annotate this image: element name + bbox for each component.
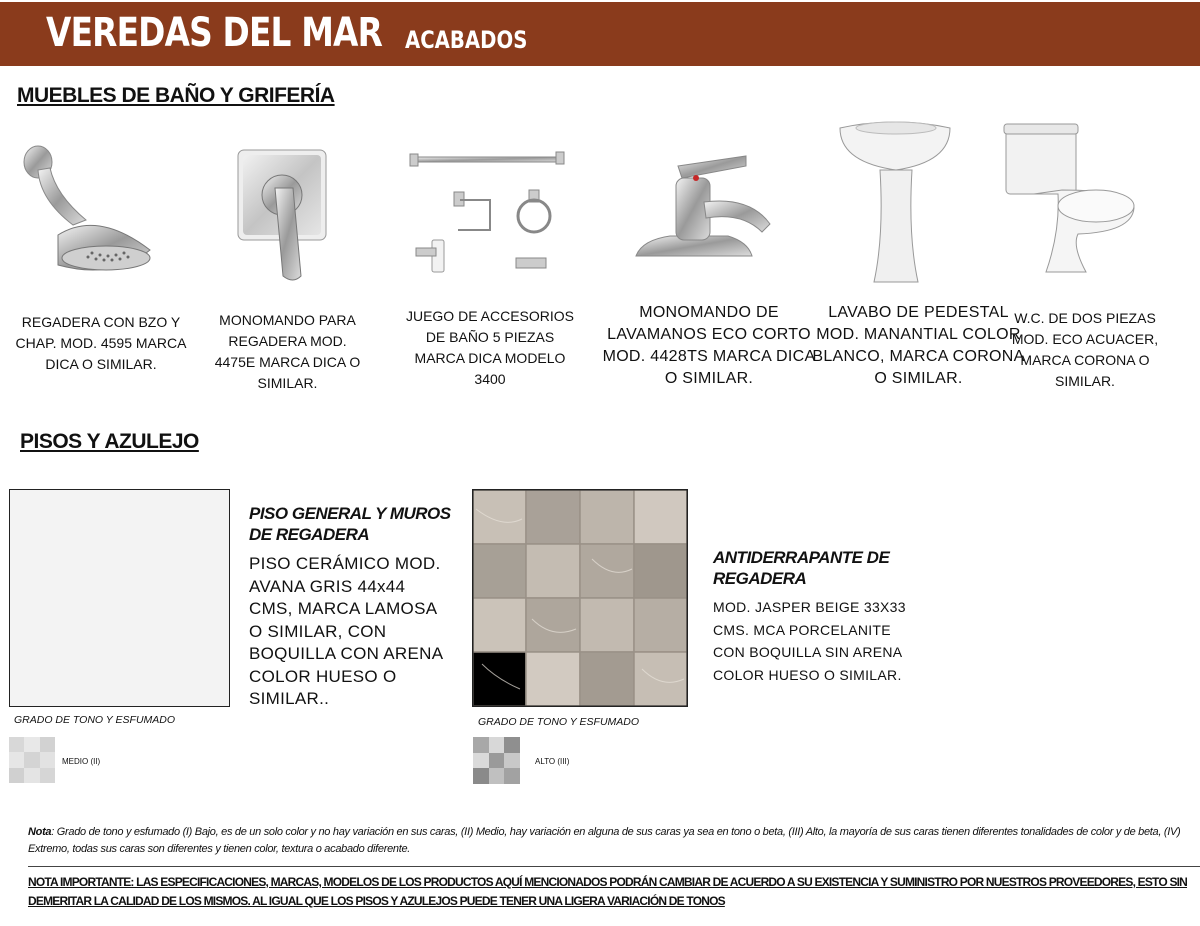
shower-head-icon: [18, 140, 158, 290]
grade-value-high: ALTO (III): [535, 757, 570, 766]
grade-swatch-medium: [9, 737, 55, 783]
note-label: Nota: [28, 826, 52, 838]
bath-accessories-icon: [408, 148, 568, 278]
tile-heading-non-slip: ANTIDERRAPANTE DE REGADERA: [713, 548, 890, 588]
product-desc-shower-mixer: MONOMANDO PARA REGADERA MOD. 4475E MARCA DICA O SIMILAR.: [214, 312, 361, 391]
grade-note: [28, 824, 1188, 858]
divider: [28, 866, 1200, 867]
brand-title: VEREDAS DEL MAR: [46, 10, 383, 56]
tile-desc-general: PISO CERÁMICO MOD. AVANA GRIS 44x44 CMS, MARCA LAMOSA O SIMILAR, CON BOQUILLA CON ARENA COLOR HUESO O SIMILAR..: [249, 554, 443, 708]
product-desc-shower-head: REGADERA CON BZO Y CHAP. MOD. 4595 MARCA DICA O SIMILAR.: [15, 314, 187, 372]
tile-heading-general: PISO GENERAL Y MUROS DE REGADERA: [249, 504, 451, 544]
brand-subtitle: ACABADOS: [405, 26, 528, 54]
grade-swatch-high: [473, 737, 520, 784]
tile-swatch-jasper-beige: [472, 489, 688, 707]
section-title-floors: PISOS Y AZULEJO: [20, 430, 199, 453]
section-title-bath: MUEBLES DE BAÑO Y GRIFERÍA: [17, 84, 335, 107]
important-notice: NOTA IMPORTANTE: LAS ESPECIFICACIONES, MARCAS, MODELOS DE LOS PRODUCTOS AQUÍ MENCIONADOS PODRÁN CAMBIAR DE ACUERDO A SU EXISTENCIA Y SUMINISTRO POR NUESTROS PROVEEDORES, ESTO SIN DEMERITAR LA CALIDAD DE LOS MISMOS. AL IGUAL QUE LOS PISOS Y AZULEJOS PUEDE TENER UNA LIGERA VARIACIÓN DE TONOS: [28, 875, 1188, 908]
product-desc-bath-accessories: JUEGO DE ACCESORIOS DE BAÑO 5 PIEZAS MARCA DICA MODELO 3400: [405, 308, 575, 387]
toilet-icon: [1002, 122, 1138, 282]
product-desc-basin-faucet: MONOMANDO DE LAVAMANOS ECO CORTO MOD. 4428TS MARCA DICA O SIMILAR.: [602, 304, 816, 387]
header-bar: [0, 2, 1200, 66]
product-desc-toilet: W.C. DE DOS PIEZAS MOD. ECO ACUACER, MARCA CORONA O SIMILAR.: [1011, 310, 1159, 389]
grade-label: GRADO DE TONO Y ESFUMADO: [478, 716, 640, 728]
note-text: : Grado de tono y esfumado (I) Bajo, es de un solo color y no hay variación en sus caras, (II) Medio, hay variación en alguna de sus caras ya sea en tono o beta, (III) Alto, la mayoría de sus caras tienen diferentes tonalidades de color y de beta, (IV) Extremo, todas sus caras son diferentes y tienen color, textura o acabado diferente.: [28, 826, 1181, 855]
basin-faucet-icon: [632, 152, 777, 264]
tile-desc-non-slip: MOD. JASPER BEIGE 33X33 CMS. MCA PORCELANITE CON BOQUILLA SIN ARENA COLOR HUESO O SIMILAR.: [713, 599, 906, 683]
shower-mixer-icon: [235, 148, 330, 288]
tile-swatch-avana-gris: [9, 489, 230, 707]
grade-label: GRADO DE TONO Y ESFUMADO: [14, 714, 176, 726]
pedestal-sink-icon: [838, 116, 954, 288]
product-desc-pedestal-sink: LAVABO DE PEDESTAL MOD. MANANTIAL COLOR BLANCO, MARCA CORONA O SIMILAR.: [812, 304, 1025, 387]
grade-value-medium: MEDIO (II): [62, 757, 101, 766]
